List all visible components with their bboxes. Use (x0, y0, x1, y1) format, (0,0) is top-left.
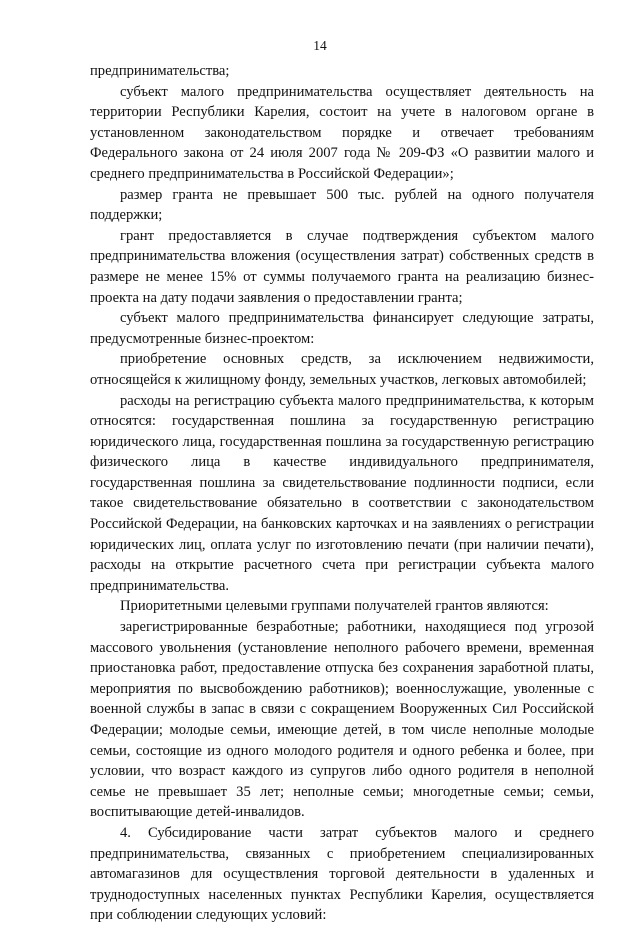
paragraph-condition-grant-size: размер гранта не превышает 500 тыс. рублей на одного получателя поддержки; (90, 186, 594, 224)
paragraph-section-4: 4. Субсидирование части затрат субъектов малого и среднего предпринимательства, связанных с приобретением специализированных автомагазинов для осуществления торговой деятельности в удаленных и труднодоступных населенных пунктах Республики Карелия, осуществляется при соблюдении следующих условий: (90, 824, 594, 924)
paragraph-priority-groups-list: зарегистрированные безработные; работники, находящиеся под угрозой массового увольнения (установление неполного рабочего времени, временная приостановка работ, предоставление отпуска без сохранения заработной платы, мероприятия по высвобождению работников); военнослужащие, уволенные с военной службы в запас в связи с сокращением Вооруженных Сил Российской Федерации; молодые семьи, имеющие детей, в том числе неполные молодые семьи, состоящие из одного молодого родителя и одного ребенка и более, при условии, что возраст каждого из супругов либо одного родителя в неполной семье не превышает 35 лет; неполные семьи; многодетные семьи; семьи, воспитывающие детей-инвалидов. (90, 619, 594, 821)
paragraph-continuation: предпринимательства; (90, 63, 230, 79)
paragraph-expense-fixed-assets: приобретение основных средств, за исключением недвижимости, относящейся к жилищному фонду, земельных участков, легковых автомобилей; (90, 351, 594, 388)
paragraph-condition-registration: субъект малого предпринимательства осуществляет деятельность на территории Республики Карелия, состоит на учете в налоговом органе в установленном законодательством порядке и отвечает требованиям Федерального закона от 24 июля 2007 года № 209-ФЗ «О развитии малого и среднего предпринимательства в Российской Федерации»; (90, 83, 594, 182)
paragraph-priority-groups-heading: Приоритетными целевыми группами получателей грантов являются: (120, 598, 549, 615)
paragraph-condition-expenses: субъект малого предпринимательства финансирует следующие затраты, предусмотренные бизнес-проектом: (90, 310, 594, 347)
document-body (90, 61, 594, 926)
paragraph-condition-own-funds: грант предоставляется в случае подтверждения субъектом малого предпринимательства вложения (осуществления затрат) собственных средств в размере не менее 15% от суммы получаемого гранта на реализацию бизнес-проекта на дату подачи заявления о предоставлении гранта; (90, 227, 594, 306)
paragraph-expense-registration: расходы на регистрацию субъекта малого предпринимательства, к которым относятся: государственная пошлина за государственную регистрацию юридического лица, государственная пошлина за государственную регистрацию физического лица в качестве индивидуального предпринимателя, государственная пошлина за свидетельствование подлинности подписи, если такое свидетельствование обязательно в соответствии с законодательством Российской Федерации, на банковских карточках и на заявлениях о регистрации юридических лиц, оплата услуг по изготовлению печати (при наличии печати), расходы на открытие расчетного счета при регистрации субъекта малого предпринимательства. (90, 392, 594, 594)
page-number: 14 (313, 38, 327, 53)
